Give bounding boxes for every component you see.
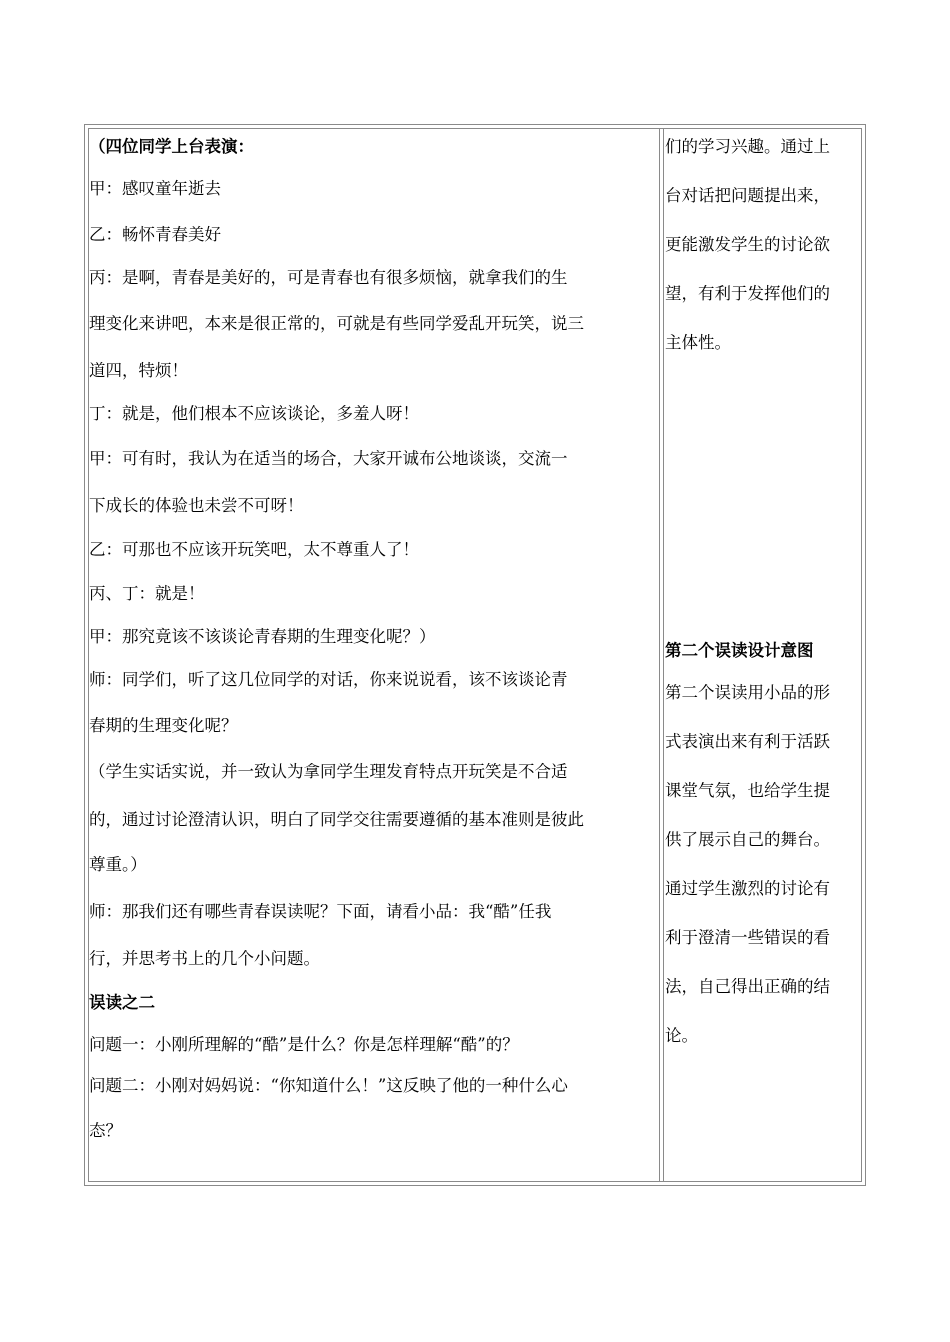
student-note-line: （学生实话实说，并一致认为拿同学生理发育特点开玩笑是不合适 [89, 762, 568, 781]
intent-line: 法，自己得出正确的结 [665, 977, 830, 996]
teacher-line: 行，并思考书上的几个小问题。 [89, 949, 320, 968]
intent-line: 通过学生激烈的讨论有 [665, 879, 830, 898]
intent-line: 供了展示自己的舞台。 [665, 830, 830, 849]
teacher-line: 师：那我们还有哪些青春误读呢？下面，请看小品：我“酷”任我 [89, 902, 552, 921]
intent-line: 课堂气氛，也给学生提 [665, 781, 830, 800]
dialogue-line: 道四，特烦！ [89, 361, 188, 380]
intent-heading: 第二个误读设计意图 [665, 641, 814, 660]
dialogue-line: 丁：就是，他们根本不应该谈论，多羞人呀！ [89, 404, 419, 423]
intent-line: 利于澄清一些错误的看 [665, 928, 830, 947]
lesson-table [84, 124, 866, 1186]
dialogue-line: 理变化来讲吧，本来是很正常的，可就是有些同学爱乱开玩笑，说三 [89, 314, 584, 333]
intent-line: 更能激发学生的讨论欲 [665, 235, 830, 254]
intent-line: 论。 [665, 1026, 698, 1045]
intent-line: 们的学习兴趣。通过上 [665, 137, 830, 156]
teacher-line: 春期的生理变化呢？ [89, 716, 238, 735]
question-line: 态？ [89, 1121, 122, 1140]
student-note-line: 尊重。） [89, 855, 147, 874]
dialogue-line: 下成长的体验也未尝不可呀！ [89, 496, 304, 515]
dialogue-line: 丙：是啊，青春是美好的，可是青春也有很多烦恼，就拿我们的生 [89, 268, 568, 287]
dialogue-line: 乙：可那也不应该开玩笑吧，太不尊重人了！ [89, 540, 419, 559]
teacher-line: 师：同学们，听了这几位同学的对话，你来说说看，该不该谈论青 [89, 670, 568, 689]
performance-intro: （四位同学上台表演： [89, 137, 254, 156]
student-note-line: 的，通过讨论澄清认识，明白了同学交往需要遵循的基本准则是彼此 [89, 810, 584, 829]
dialogue-line: 乙：畅怀青春美好 [89, 225, 221, 244]
column-divider [659, 128, 664, 1182]
intent-line: 望，有利于发挥他们的 [665, 284, 830, 303]
question-line: 问题一：小刚所理解的“酷”是什么？你是怎样理解“酷”的？ [89, 1035, 519, 1054]
dialogue-line: 甲：感叹童年逝去 [89, 179, 221, 198]
dialogue-line: 甲：那究竟该不该谈论青春期的生理变化呢？） [89, 627, 436, 646]
question-line: 问题二：小刚对妈妈说：“你知道什么！”这反映了他的一种什么心 [89, 1076, 568, 1095]
dialogue-line: 丙、丁：就是！ [89, 584, 205, 603]
intent-line: 第二个误读用小品的形 [665, 683, 830, 702]
intent-line: 台对话把问题提出来， [665, 186, 830, 205]
section-heading: 误读之二 [89, 993, 155, 1012]
intent-line: 主体性。 [665, 333, 731, 352]
dialogue-line: 甲：可有时，我认为在适当的场合，大家开诚布公地谈谈，交流一 [89, 449, 568, 468]
intent-line: 式表演出来有利于活跃 [665, 732, 830, 751]
